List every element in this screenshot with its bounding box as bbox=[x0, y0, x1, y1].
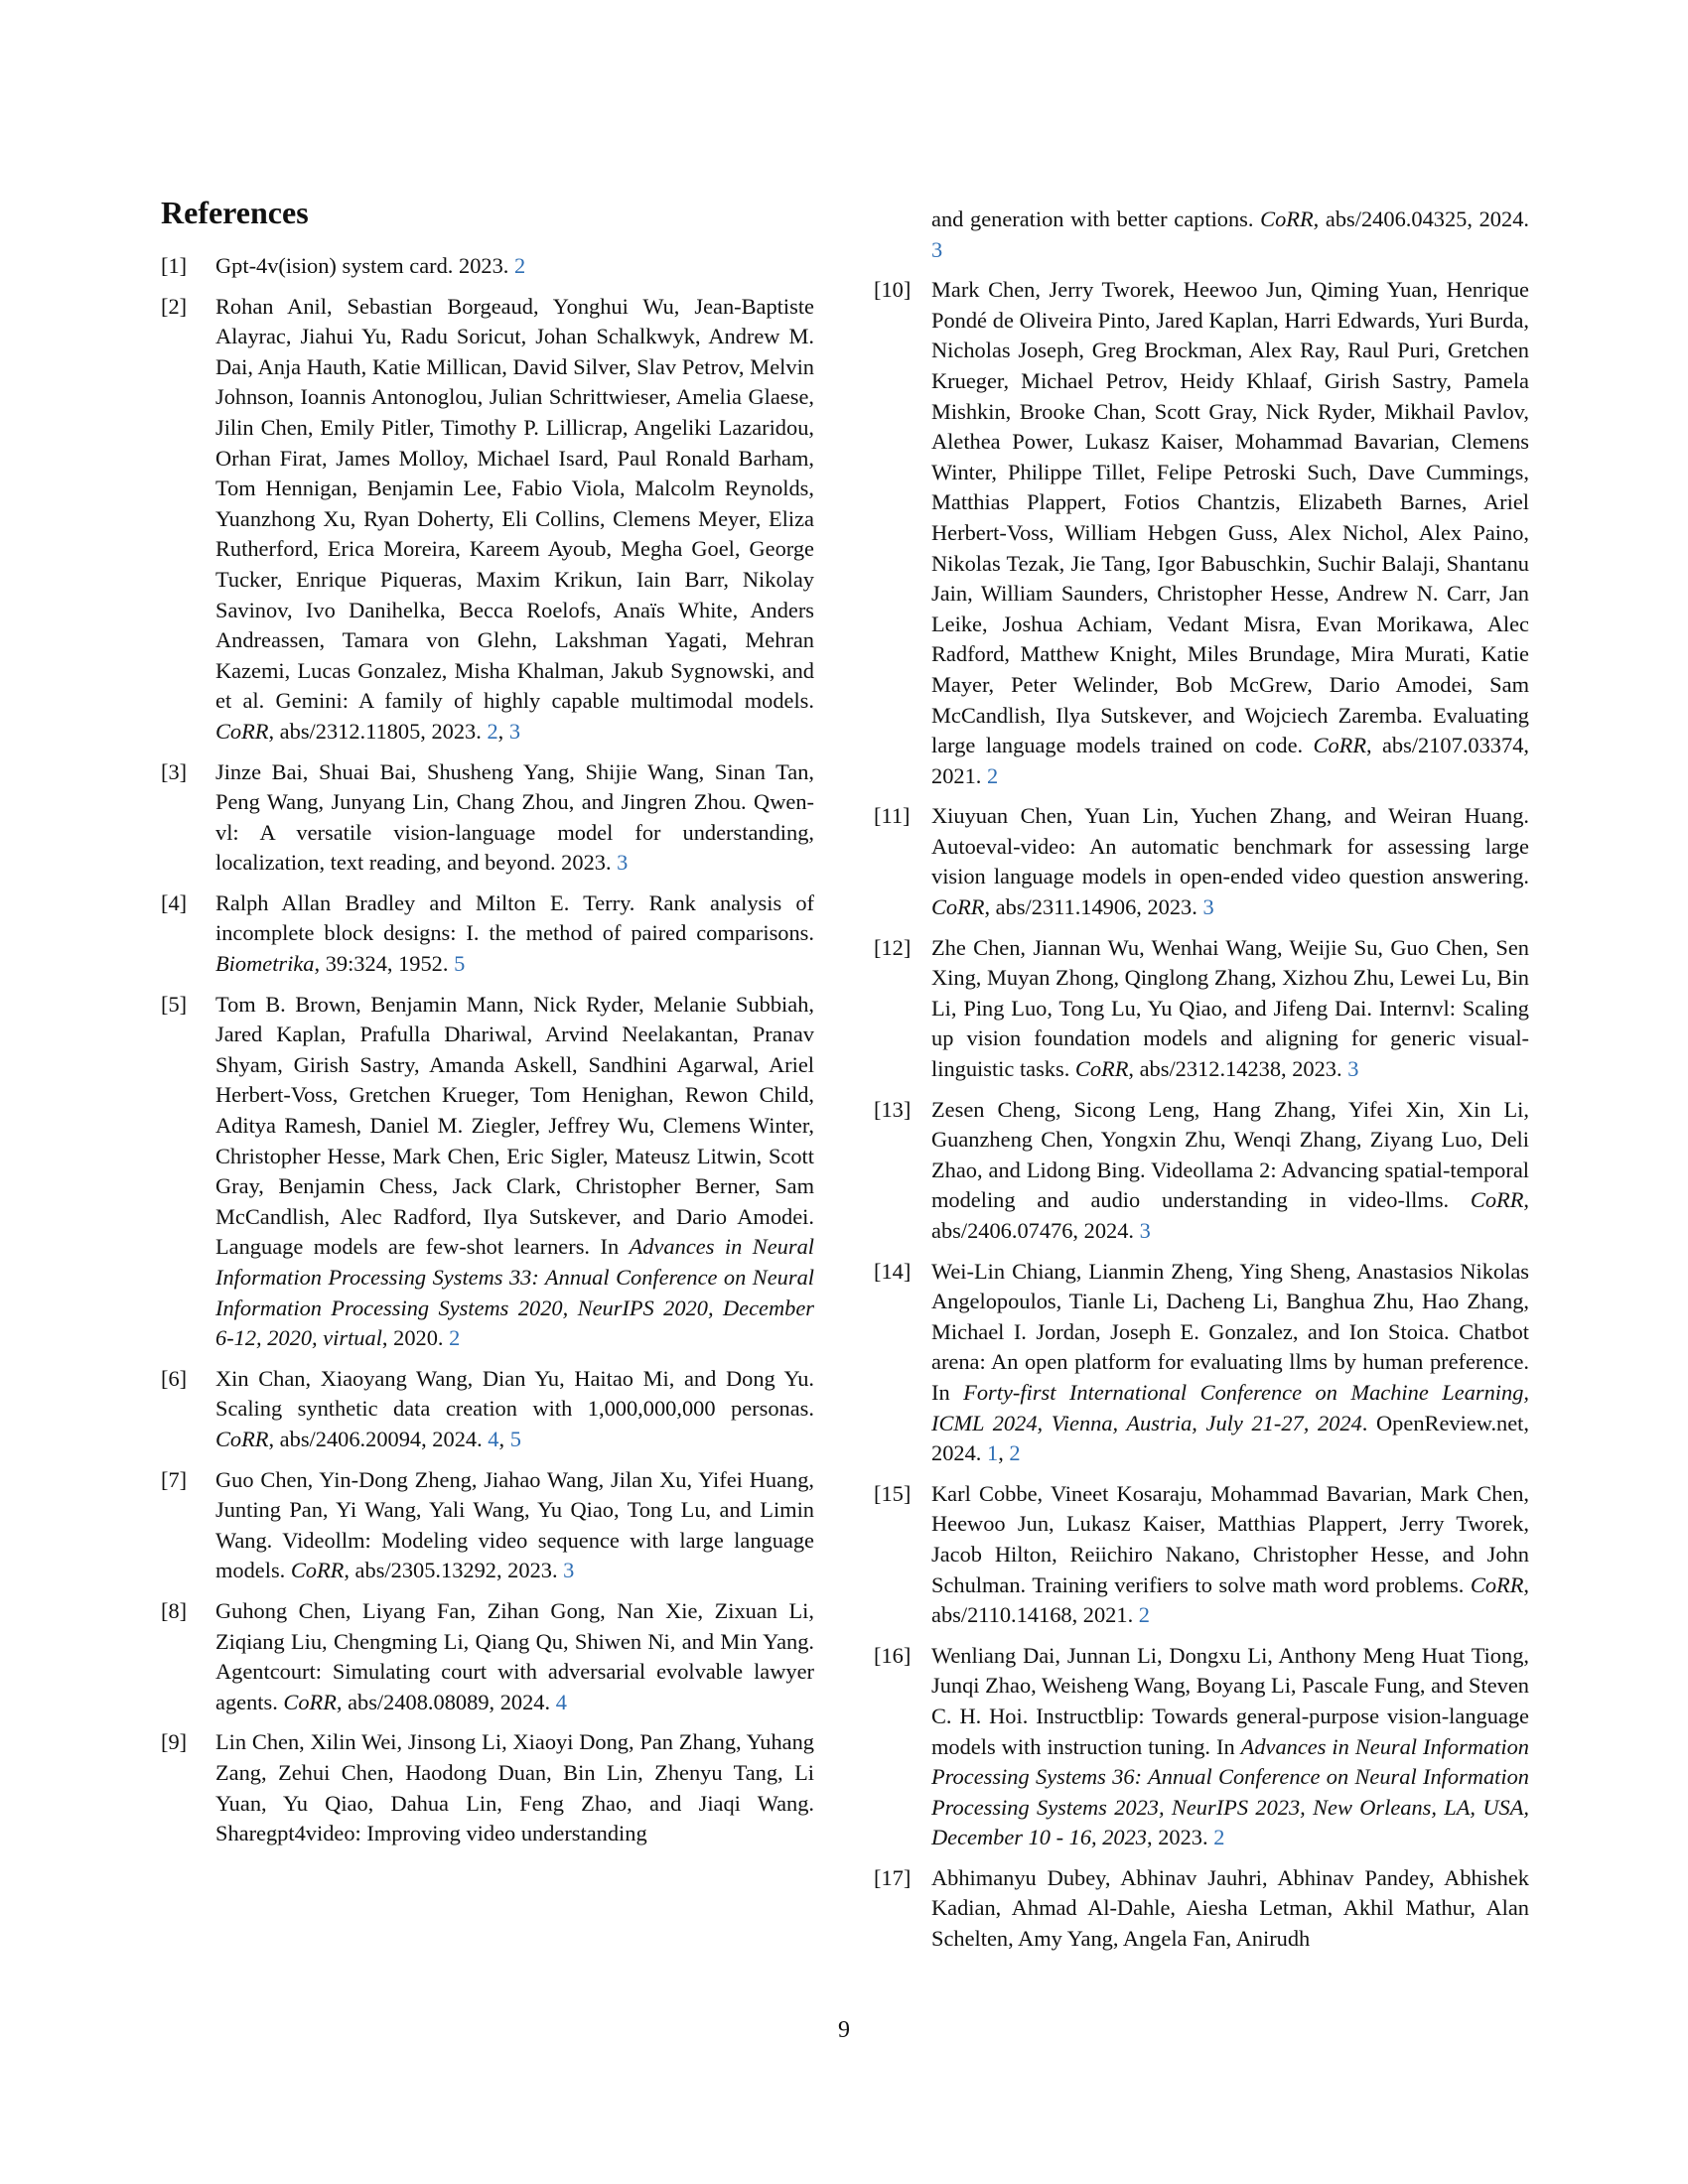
venue-text: CoRR bbox=[1313, 733, 1366, 758]
reference-entry bbox=[161, 251, 814, 282]
reference-text: . OpenReview.net, 2024. bbox=[931, 1410, 1530, 1466]
page-backref-link[interactable]: 2 bbox=[986, 762, 999, 788]
reference-text: , bbox=[498, 1426, 510, 1451]
venue-text: CoRR bbox=[1260, 206, 1314, 231]
reference-text: , bbox=[998, 1440, 1010, 1466]
reference-number: [5] bbox=[161, 991, 188, 1017]
venue-text: CoRR bbox=[290, 1558, 345, 1583]
reference-text: , 2023. bbox=[1147, 1825, 1214, 1850]
reference-body bbox=[931, 1481, 1529, 1627]
left-column bbox=[161, 251, 814, 1859]
page-backref-link[interactable]: 3 bbox=[563, 1558, 575, 1583]
reference-text: , abs/2311.14906, 2023. bbox=[984, 894, 1203, 920]
reference-entry bbox=[874, 933, 1529, 1085]
reference-text: , abs/2312.14238, 2023. bbox=[1128, 1056, 1348, 1082]
reference-number: [8] bbox=[161, 1597, 188, 1623]
reference-text: Mark Chen, Jerry Tworek, Heewoo Jun, Qiming Yuan, Henrique Pondé de Oliveira Pinto, Jared Kaplan, Harri Edwards, Yuri Burda, Nicholas Joseph, Greg Brockman, Alex Ray, Raul Puri, Gretchen Krueger, Michael Petrov, Heidy Khlaaf, Girish Sastry, Pamela Mishkin, Brooke Chan, Scott Gray, Nick Ryder, Mikhail Pavlov, Alethea Power, Lukasz Kaiser, Mohammad Bavarian, Clemens Winter, Philippe Tillet, Felipe Petroski Such, Dave Cummings, Matthias Plappert, Fotios Chantzis, Elizabeth Barnes, Ariel Herbert-Voss, William Hebgen Guss, Alex Nichol, Alex Paino, Nikolas Tezak, Jie Tang, Igor Babuschkin, Suchir Balaji, Shantanu Jain, William Saunders, Christopher Hesse, Andrew N. Carr, Jan Leike, Joshua Achiam, Vedant Misra, Evan Morikawa, Alec Radford, Matthew Knight, Miles Brundage, Mira Murati, Katie Mayer, Peter Welinder, Bob McGrew, Dario Amodei, Sam McCandlish, Ilya Sutskever, and Wojciech Zaremba. Evaluating large language models trained on code. bbox=[931, 277, 1529, 758]
page-backref-link[interactable]: 2 bbox=[1138, 1602, 1150, 1628]
page-backref-link[interactable]: 3 bbox=[1139, 1218, 1151, 1243]
reference-number: [1] bbox=[161, 253, 188, 278]
reference-text: Ralph Allan Bradley and Milton E. Terry. Rank analysis of incomplete block designs: I. the method of paired comparisons. bbox=[215, 889, 814, 946]
venue-text: CoRR bbox=[1470, 1571, 1524, 1597]
reference-number: [7] bbox=[161, 1466, 188, 1492]
venue-text: CoRR bbox=[215, 1426, 269, 1451]
reference-body bbox=[215, 992, 814, 1351]
reference-text: , abs/2110.14168, 2021. bbox=[931, 1571, 1529, 1628]
reference-number: [12] bbox=[874, 934, 912, 960]
reference-body bbox=[931, 277, 1529, 788]
reference-number: [10] bbox=[874, 277, 912, 303]
reference-body bbox=[215, 890, 814, 976]
reference-text: Guhong Chen, Liyang Fan, Zihan Gong, Nan Xie, Zixuan Li, Ziqiang Liu, Chengming Li, Qiang Qu, Shiwen Ni, and Min Yang. Agentcourt: Simulating court with adversarial evolvable lawyer agents. bbox=[215, 1597, 814, 1714]
venue-text: CoRR bbox=[1470, 1187, 1524, 1213]
reference-text: Gpt-4v(ision) system card. 2023. bbox=[215, 253, 514, 278]
page-backref-link[interactable]: 5 bbox=[454, 951, 466, 977]
venue-text: CoRR bbox=[283, 1689, 337, 1714]
reference-entry bbox=[874, 1863, 1529, 1955]
reference-entry bbox=[874, 1479, 1529, 1631]
right-column bbox=[874, 205, 1529, 1965]
page-backref-link[interactable]: 3 bbox=[1202, 894, 1214, 920]
reference-entry bbox=[161, 757, 814, 879]
reference-text: , abs/2408.08089, 2024. bbox=[336, 1689, 556, 1714]
reference-text: Lin Chen, Xilin Wei, Jinsong Li, Xiaoyi Dong, Pan Zhang, Yuhang Zang, Zehui Chen, Haodong Duan, Bin Lin, Zhenyu Tang, Li Yuan, Yu Qiao, Dahua Lin, Feng Zhao, and Jiaqi Wang. Sharegpt4video: Improving video understanding bbox=[215, 1729, 814, 1846]
reference-text: Jinze Bai, Shuai Bai, Shusheng Yang, Shijie Wang, Sinan Tan, Peng Wang, Junyang Lin, Chang Zhou, and Jingren Zhou. Qwen-vl: A versatile vision-language model for understanding, localization, text reading, and beyond. 2023. bbox=[215, 758, 814, 876]
reference-text: Rohan Anil, Sebastian Borgeaud, Yonghui Wu, Jean-Baptiste Alayrac, Jiahui Yu, Radu Soricut, Johan Schalkwyk, Andrew M. Dai, Anja Hauth, Katie Millican, David Silver, Slav Petrov, Melvin Johnson, Ioannis Antonoglou, Julian Schrittwieser, Amelia Glaese, Jilin Chen, Emily Pitler, Timothy P. Lillicrap, Angeliki Lazaridou, Orhan Firat, James Molloy, Michael Isard, Paul Ronald Barham, Tom Hennigan, Benjamin Lee, Fabio Viola, Malcolm Reynolds, Yuanzhong Xu, Ryan Doherty, Eli Collins, Clemens Meyer, Eliza Rutherford, Erica Moreira, Kareem Ayoub, Megha Goel, George Tucker, Enrique Piqueras, Maxim Krikun, Iain Barr, Nikolay Savinov, Ivo Danihelka, Becca Roelofs, Anaïs White, Anders Andreassen, Tamara von Glehn, Lakshman Yagati, Mehran Kazemi, Lucas Gonzalez, Misha Khalman, Jakub Sygnowski, and et al. Gemini: A family of highly capable multimodal models. bbox=[215, 293, 814, 714]
reference-number: [4] bbox=[161, 889, 188, 915]
reference-text: , bbox=[497, 718, 509, 744]
reference-text: , abs/2406.20094, 2024. bbox=[268, 1426, 489, 1451]
reference-entry bbox=[161, 1465, 814, 1586]
reference-text: , 2020. bbox=[381, 1325, 450, 1351]
reference-entry bbox=[161, 292, 814, 748]
reference-text: Wei-Lin Chiang, Lianmin Zheng, Ying Sheng, Anastasios Nikolas Angelopoulos, Tianle Li, Dacheng Li, Banghua Zhu, Hao Zhang, Michael I. Jordan, Joseph E. Gonzalez, and Ion Stoica. Chatbot arena: An open platform for evaluating llms by human preference. In bbox=[931, 1258, 1529, 1405]
page-backref-link[interactable]: 2 bbox=[1213, 1825, 1225, 1850]
reference-text: Xin Chan, Xiaoyang Wang, Dian Yu, Haitao Mi, and Dong Yu. Scaling synthetic data creation with 1,000,000,000 personas. bbox=[215, 1365, 814, 1422]
reference-text: Abhimanyu Dubey, Abhinav Jauhri, Abhinav Pandey, Abhishek Kadian, Ahmad Al-Dahle, Aiesha Letman, Akhil Mathur, Alan Schelten, Amy Yang, Angela Fan, Anirudh bbox=[931, 1864, 1529, 1952]
reference-entry bbox=[874, 801, 1529, 922]
reference-body bbox=[215, 1729, 814, 1845]
reference-number: [11] bbox=[874, 803, 911, 829]
reference-text: , 39:324, 1952. bbox=[314, 951, 455, 977]
reference-text: Wenliang Dai, Junnan Li, Dongxu Li, Anthony Meng Huat Tiong, Junqi Zhao, Weisheng Wang, Boyang Li, Pascale Fung, and Steven C. H. Hoi. Instructblip: Towards general-purpose vision-language models with instruction tuning. In bbox=[931, 1642, 1529, 1759]
reference-body bbox=[931, 1643, 1529, 1850]
reference-number: [15] bbox=[874, 1480, 912, 1506]
venue-text: Biometrika bbox=[215, 951, 315, 977]
reference-body bbox=[931, 935, 1529, 1081]
reference-body bbox=[931, 1097, 1529, 1243]
venue-text: Forty-first International Conference on Machine Learning, ICML 2024, Vienna, Austria, July 21-27, 2024 bbox=[931, 1379, 1530, 1435]
reference-text: and generation with better captions. bbox=[931, 206, 1261, 231]
reference-number: [16] bbox=[874, 1642, 912, 1668]
reference-number: [3] bbox=[161, 758, 188, 784]
venue-text: CoRR bbox=[215, 718, 269, 744]
reference-number: [17] bbox=[874, 1864, 912, 1890]
reference-body bbox=[931, 803, 1529, 919]
page-backref-link[interactable]: 3 bbox=[931, 236, 943, 262]
page-backref-link[interactable]: 3 bbox=[617, 850, 629, 876]
page-backref-link[interactable]: 4 bbox=[555, 1689, 567, 1714]
reference-entry bbox=[874, 1257, 1529, 1469]
references-heading: References bbox=[161, 195, 309, 230]
reference-entry bbox=[874, 1641, 1529, 1853]
reference-number: [13] bbox=[874, 1096, 912, 1122]
venue-text: Advances in Neural Information Processing Systems 33: Annual Conference on Neural Information Processing Systems 2020, NeurIPS 2020, December 6-12, 2020, virtual bbox=[215, 1234, 814, 1351]
page-backref-link[interactable]: 5 bbox=[509, 1426, 521, 1451]
reference-body bbox=[215, 253, 525, 278]
reference-entry bbox=[161, 1727, 814, 1848]
venue-text: CoRR bbox=[931, 894, 985, 920]
page-backref-link[interactable]: 3 bbox=[1347, 1056, 1359, 1082]
page-backref-link[interactable]: 4 bbox=[488, 1426, 499, 1451]
page-backref-link[interactable]: 2 bbox=[513, 253, 526, 278]
reference-body bbox=[215, 1598, 814, 1714]
venue-text: Advances in Neural Information Processing Systems 36: Annual Conference on Neural Information Processing Systems 2023, NeurIPS 2023, New Orleans, LA, USA, December 10 - 16, 2023 bbox=[931, 1733, 1529, 1850]
venue-text: CoRR bbox=[1074, 1056, 1129, 1082]
reference-number: [9] bbox=[161, 1729, 188, 1755]
reference-text: , abs/2406.07476, 2024. bbox=[931, 1187, 1529, 1243]
page-backref-link[interactable]: 1 bbox=[986, 1440, 999, 1466]
page-backref-link[interactable]: 3 bbox=[508, 718, 521, 744]
reference-body bbox=[931, 1865, 1529, 1951]
reference-text: Xiuyuan Chen, Yuan Lin, Yuchen Zhang, and Weiran Huang. Autoeval-video: An automatic benchmark for assessing large vision language models in open-ended video question answering. bbox=[931, 803, 1529, 889]
reference-number: [2] bbox=[161, 293, 188, 319]
reference-text: , abs/2406.04325, 2024. bbox=[1313, 206, 1529, 231]
page-backref-link[interactable]: 2 bbox=[449, 1325, 461, 1351]
reference-text: , abs/2312.11805, 2023. bbox=[268, 718, 488, 744]
reference-body bbox=[215, 759, 814, 876]
reference-body bbox=[215, 294, 814, 744]
page-backref-link[interactable]: 2 bbox=[487, 718, 498, 744]
reference-entry bbox=[161, 1596, 814, 1717]
reference-text: Zhe Chen, Jiannan Wu, Wenhai Wang, Weijie Su, Guo Chen, Sen Xing, Muyan Zhong, Qinglong Zhang, Xizhou Zhu, Lewei Lu, Bin Li, Ping Luo, Tong Lu, Yu Qiao, and Jifeng Dai. Internvl: Scaling up vision foundation models and aligning for generic visual-linguistic tasks. bbox=[931, 934, 1529, 1082]
reference-text: , abs/2305.13292, 2023. bbox=[344, 1558, 564, 1583]
reference-text: Zesen Cheng, Sicong Leng, Hang Zhang, Yifei Xin, Xin Li, Guanzheng Chen, Yongxin Zhu, Wenqi Zhang, Ziyang Luo, Deli Zhao, and Lidong Bing. Videollama 2: Advancing spatial-temporal modeling and audio understanding in video-llms. bbox=[931, 1096, 1529, 1213]
reference-continuation bbox=[874, 205, 1529, 265]
reference-body bbox=[215, 1467, 814, 1583]
reference-entry bbox=[874, 275, 1529, 791]
reference-text: Tom B. Brown, Benjamin Mann, Nick Ryder, Melanie Subbiah, Jared Kaplan, Prafulla Dhariwal, Arvind Neelakantan, Pranav Shyam, Girish Sastry, Amanda Askell, Sandhini Agarwal, Ariel Herbert-Voss, Gretchen Krueger, Tom Henighan, Rewon Child, Aditya Ramesh, Daniel M. Ziegler, Jeffrey Wu, Clemens Winter, Christopher Hesse, Mark Chen, Eric Sigler, Mateusz Litwin, Scott Gray, Benjamin Chess, Jack Clark, Christopher Berner, Sam McCandlish, Alec Radford, Ilya Sutskever, and Dario Amodei. Language models are few-shot learners. In bbox=[215, 991, 814, 1260]
reference-entry bbox=[161, 1364, 814, 1455]
reference-body bbox=[215, 1366, 814, 1451]
reference-entry bbox=[161, 888, 814, 980]
page-number: 9 bbox=[838, 2017, 850, 2043]
page-backref-link[interactable]: 2 bbox=[1009, 1440, 1021, 1466]
reference-text: Guo Chen, Yin-Dong Zheng, Jiahao Wang, Jilan Xu, Yifei Huang, Junting Pan, Yi Wang, Yali Wang, Yu Qiao, Tong Lu, and Limin Wang. Videollm: Modeling video sequence with large language models. bbox=[215, 1466, 814, 1583]
reference-number: [14] bbox=[874, 1258, 912, 1284]
reference-text: Karl Cobbe, Vineet Kosaraju, Mohammad Bavarian, Mark Chen, Heewoo Jun, Lukasz Kaiser, Matthias Plappert, Jerry Tworek, Jacob Hilton, Reiichiro Nakano, Christopher Hesse, and John Schulman. Training verifiers to solve math word problems. bbox=[931, 1480, 1529, 1597]
reference-body bbox=[931, 1259, 1529, 1466]
reference-number: [6] bbox=[161, 1365, 188, 1391]
reference-entry bbox=[161, 990, 814, 1354]
reference-text: , abs/2107.03374, 2021. bbox=[931, 733, 1529, 788]
reference-entry bbox=[874, 1095, 1529, 1247]
